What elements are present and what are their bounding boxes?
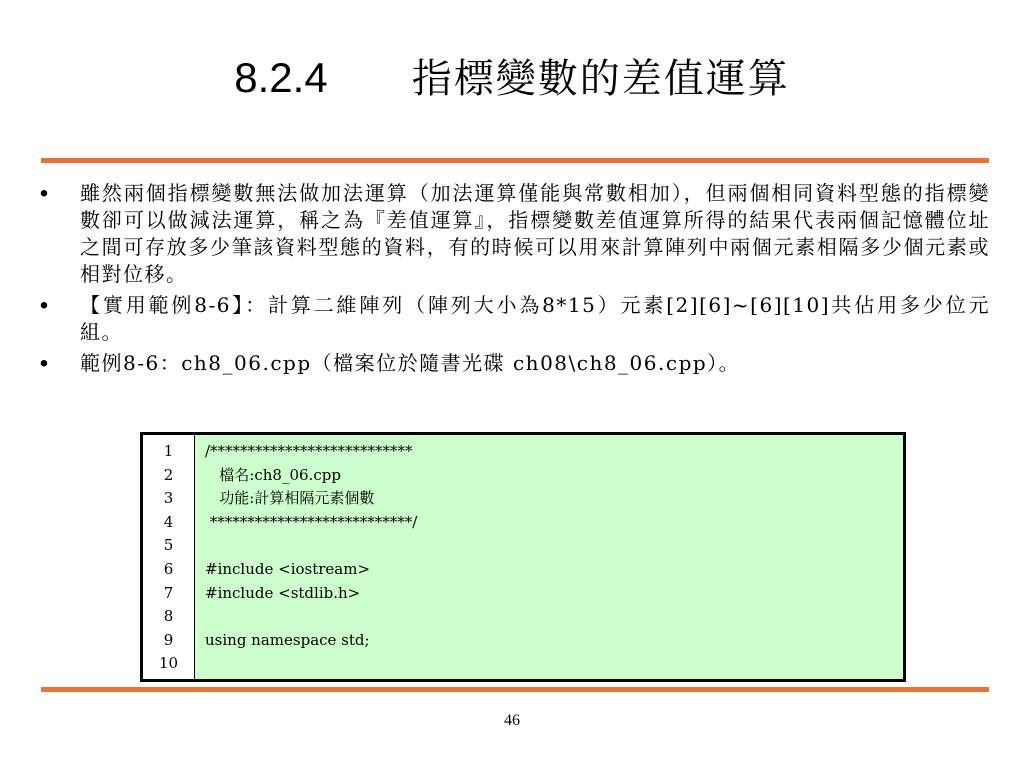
bullet-item	[34, 292, 990, 346]
section-title: 指標變數的差值運算	[411, 56, 790, 102]
bullet-list	[34, 180, 990, 381]
code-line: #include <iostream>	[205, 559, 371, 578]
code-line: 功能:計算相隔元素個數	[205, 489, 375, 508]
bullet-dot-icon: •	[39, 350, 49, 377]
code-line: /***************************	[205, 442, 413, 460]
line-number: 7	[163, 583, 174, 602]
slide-title	[0, 48, 1024, 109]
code-line	[205, 605, 903, 629]
line-number: 10	[158, 654, 179, 673]
bullet-dot-icon: •	[39, 180, 49, 207]
bullet-text: 雖然兩個指標變數無法做加法運算（加法運算僅能與常數相加），但兩個相同資料型態的指標變數卻可以做減法運算，稱之為『差值運算』，指標變數差值運算所得的結果代表兩個記憶體位址之間可存放多少筆該資料型態的資料，有的時候可以用來計算陣列中兩個元素相隔多少個元素或相對位移。	[80, 181, 990, 286]
bullet-text: 範例8-6：ch8_06.cpp（檔案位於隨書光碟 ch08\ch8_06.cpp）。	[80, 351, 741, 375]
line-number-gutter	[143, 435, 195, 679]
line-number: 9	[163, 630, 174, 649]
code-line: using namespace std;	[205, 630, 370, 649]
code-line: 檔名:ch8_06.cpp	[205, 465, 341, 484]
code-line: ***************************/	[205, 512, 418, 531]
bullet-item	[34, 180, 990, 288]
line-number: 2	[163, 465, 174, 484]
bottom-divider	[41, 687, 989, 692]
bullet-dot-icon: •	[39, 292, 49, 319]
line-number: 1	[163, 442, 174, 460]
line-number: 4	[163, 512, 174, 531]
bullet-text: 【實用範例8-6】：計算二維陣列（陣列大小為8*15）元素[2][6]~[6][10]共佔用多少位元組。	[80, 293, 990, 344]
code-line	[205, 652, 903, 676]
line-number: 5	[163, 536, 174, 555]
code-line: #include <stdlib.h>	[205, 583, 361, 602]
page-number: 46	[504, 712, 520, 729]
code-body	[195, 435, 903, 679]
top-divider	[41, 158, 989, 163]
code-line	[205, 534, 903, 558]
line-number: 3	[163, 489, 174, 508]
code-listing	[140, 432, 906, 682]
bullet-item	[34, 350, 990, 377]
line-number: 8	[163, 607, 174, 626]
section-number: 8.2.4	[234, 54, 328, 101]
line-number: 6	[163, 559, 174, 578]
